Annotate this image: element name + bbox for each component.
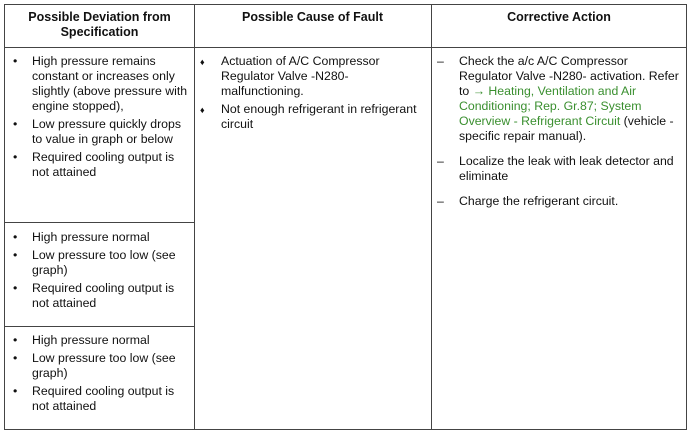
header-deviation: Possible Deviation from Specification [28, 10, 171, 39]
list-item: • Low pressure quickly drops to value in graph or below [13, 117, 181, 146]
list-item: • Required cooling output is not attained [13, 384, 175, 413]
diamond-icon: ♦ [200, 57, 205, 67]
list-item: ♦ Not enough refrigerant in refrigerant circuit [200, 102, 417, 131]
dash-icon: – [437, 194, 444, 208]
deviation-list-1 [13, 54, 189, 183]
list-item: ♦ Actuation of A/C Compressor Regulator Valve -N280- malfunctioning. [200, 54, 380, 98]
cause-list [200, 54, 426, 135]
dash-icon: – [437, 54, 444, 68]
list-item: • Low pressure too low (see graph) [13, 351, 176, 380]
fault-table [4, 4, 687, 430]
action-tail: (vehicle -specific repair manual). [459, 114, 674, 143]
bullet-icon: • [13, 351, 18, 365]
bullet-icon: • [13, 248, 18, 262]
col-divider-1 [194, 5, 195, 429]
list-item: • Required cooling output is not attained [13, 150, 175, 179]
list-item: • High pressure normal [13, 230, 150, 244]
deviation-list-2 [13, 230, 189, 314]
deviation-list-3 [13, 333, 189, 417]
list-item: • Required cooling output is not attained [13, 281, 175, 310]
bullet-icon: • [13, 333, 18, 347]
header-cause: Possible Cause of Fault [241, 10, 383, 24]
bullet-icon: • [13, 150, 18, 164]
row-divider-1 [5, 222, 194, 223]
list-item: – Localize the leak with leak detector and eliminate [437, 154, 674, 183]
repair-manual-link[interactable]: → Heating, Ventilation and Air Conditioning; Rep. Gr.87; System Overview - Refrigerant Circuit [459, 84, 642, 128]
list-item: • High pressure normal [13, 333, 150, 347]
bullet-icon: • [13, 281, 18, 295]
bullet-icon: • [13, 117, 18, 131]
action-text: Check the a/c A/C Compressor Regulator Valve -N280- activation. Refer to [459, 54, 679, 98]
diamond-icon: ♦ [200, 105, 205, 115]
bullet-icon: • [13, 384, 18, 398]
row-divider-2 [5, 326, 194, 327]
list-item [437, 54, 681, 144]
header-action: Corrective Action [507, 10, 611, 24]
list-item: – Charge the refrigerant circuit. [437, 194, 619, 208]
header-divider [5, 47, 686, 48]
dash-icon: – [437, 154, 444, 168]
action-list [437, 54, 681, 212]
bullet-icon: • [13, 54, 18, 68]
list-item: • High pressure remains constant or increases only slightly (above pressure with engine stopped), [13, 54, 188, 113]
col-divider-2 [431, 5, 432, 429]
list-item: • Low pressure too low (see graph) [13, 248, 176, 277]
bullet-icon: • [13, 230, 18, 244]
